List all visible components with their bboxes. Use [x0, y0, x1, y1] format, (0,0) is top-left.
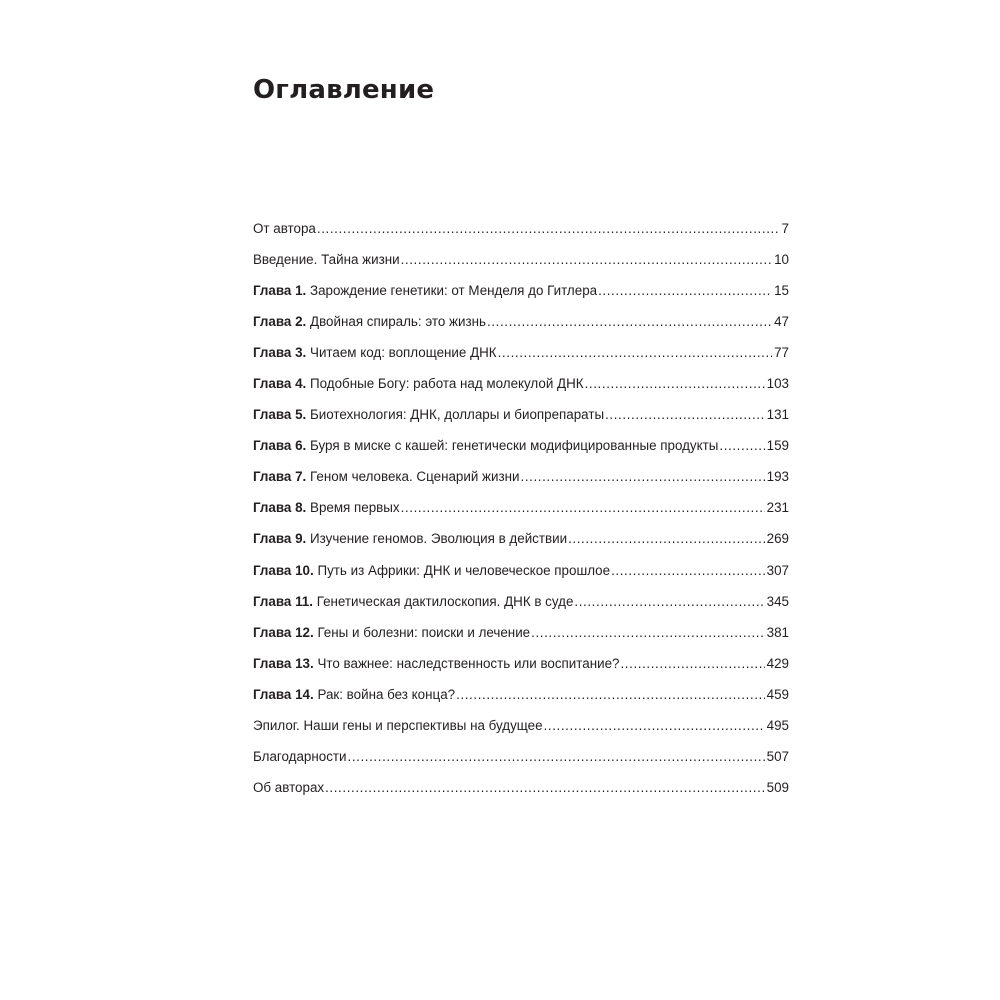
toc-chapter-label: Глава 1. — [253, 283, 307, 299]
toc-entry-title: Гены и болезни: поиски и лечение — [317, 624, 531, 640]
toc-entry-label — [253, 685, 455, 705]
toc-entry-label — [253, 312, 486, 332]
toc-entry-label — [253, 343, 497, 363]
toc-entry-title: Введение. Тайна жизни — [253, 252, 400, 268]
dot-leader — [574, 592, 764, 612]
dot-leader — [456, 685, 765, 705]
toc-page-number: 345 — [766, 593, 789, 609]
toc-entry-title: Зарождение генетики: от Менделя до Гитлера — [310, 283, 598, 299]
dot-leader — [487, 312, 772, 332]
toc-entry-label — [253, 747, 347, 767]
toc-page-number: 103 — [766, 376, 789, 392]
toc-page-number: 159 — [766, 438, 789, 454]
toc-chapter-label: Глава 7. — [253, 469, 307, 485]
toc-chapter-label: Глава 14. — [253, 686, 314, 702]
toc-page-number: 495 — [766, 717, 789, 733]
toc-entry-title: Рак: война без конца? — [317, 686, 456, 702]
toc-entry-label — [253, 498, 400, 518]
toc-page-number: 307 — [766, 562, 789, 578]
toc-page-number: 507 — [766, 748, 789, 764]
page-title: Оглавление — [253, 75, 435, 105]
dot-leader — [521, 467, 765, 487]
dot-leader — [317, 219, 780, 239]
toc-entry[interactable] — [253, 250, 789, 281]
dot-leader — [598, 281, 772, 301]
dot-leader — [531, 623, 765, 643]
toc-entry-title: Читаем код: воплощение ДНК — [310, 345, 497, 361]
toc-entry-label — [253, 250, 400, 270]
toc-entry-title: Подобные Богу: работа над молекулой ДНК — [310, 376, 584, 392]
toc-entry-title: От автора — [253, 221, 316, 236]
toc-chapter-label: Глава 6. — [253, 438, 307, 454]
toc-entry-label — [253, 374, 584, 394]
dot-leader — [401, 498, 765, 518]
toc-page-number: 193 — [766, 469, 789, 485]
toc-chapter-label: Глава 13. — [253, 655, 314, 671]
toc-page-number: 459 — [766, 686, 789, 702]
toc-entry-title: Изучение геномов. Эволюция в действии — [310, 531, 568, 547]
toc-page-number: 231 — [766, 500, 789, 516]
toc-entry-title: Двойная спираль: это жизнь — [310, 314, 486, 330]
toc-entry[interactable] — [253, 343, 789, 374]
toc-entry[interactable] — [253, 374, 789, 405]
toc-entry-label — [253, 219, 316, 239]
toc-chapter-label: Глава 8. — [253, 500, 307, 516]
dot-leader — [498, 343, 772, 363]
toc-entry-label — [253, 716, 543, 736]
toc-entry[interactable] — [253, 716, 789, 747]
toc-entry-label — [253, 281, 597, 301]
toc-page-number: 47 — [774, 314, 789, 330]
toc-entry-label — [253, 561, 610, 581]
toc-entry[interactable] — [253, 436, 789, 467]
toc-chapter-label: Глава 4. — [253, 376, 307, 392]
toc-chapter-label: Глава 11. — [253, 593, 313, 609]
toc-page-number: 429 — [766, 655, 789, 671]
toc-chapter-label: Глава 3. — [253, 345, 307, 361]
dot-leader — [719, 436, 764, 456]
table-of-contents — [253, 219, 789, 809]
toc-entry-title: Путь из Африки: ДНК и человеческое прошлое — [317, 562, 611, 578]
toc-page-number: 10 — [774, 252, 789, 268]
toc-page-number: 269 — [766, 531, 789, 547]
toc-entry[interactable] — [253, 654, 789, 685]
dot-leader — [585, 374, 765, 394]
toc-page-number: 381 — [766, 624, 789, 640]
toc-entry[interactable] — [253, 405, 789, 436]
toc-entry-label — [253, 436, 718, 456]
dot-leader — [605, 405, 765, 425]
toc-entry-title: Время первых — [310, 500, 400, 516]
dot-leader — [401, 250, 773, 270]
toc-entry[interactable] — [253, 592, 789, 623]
toc-page-number: 131 — [766, 407, 789, 423]
toc-entry-title: Буря в миске с кашей: генетически модифицированные продукты — [310, 438, 719, 454]
toc-entry-label — [253, 405, 604, 425]
dot-leader — [568, 529, 765, 549]
toc-entry-label — [253, 592, 573, 612]
dot-leader — [325, 778, 765, 798]
toc-page-number: 509 — [766, 779, 789, 795]
toc-entry[interactable] — [253, 498, 789, 529]
toc-entry[interactable] — [253, 623, 789, 654]
toc-chapter-label: Глава 9. — [253, 531, 307, 547]
toc-entry[interactable] — [253, 561, 789, 592]
toc-entry[interactable] — [253, 778, 789, 809]
toc-chapter-label: Глава 12. — [253, 624, 314, 640]
dot-leader — [620, 654, 764, 674]
toc-chapter-label: Глава 10. — [253, 562, 314, 578]
toc-entry[interactable] — [253, 529, 789, 560]
toc-entry-title: Об авторах — [253, 779, 325, 795]
toc-entry-label — [253, 529, 567, 549]
toc-entry-title: Благодарности — [253, 748, 347, 764]
toc-entry[interactable] — [253, 685, 789, 716]
toc-entry-title: Геном человека. Сценарий жизни — [310, 469, 520, 485]
toc-entry[interactable] — [253, 747, 789, 778]
toc-page-number: 15 — [774, 283, 789, 299]
toc-entry-title: Что важнее: наследственность или воспитание? — [317, 655, 620, 671]
toc-entry-title: Биотехнология: ДНК, доллары и биопрепараты — [310, 407, 605, 423]
toc-entry[interactable] — [253, 219, 789, 250]
toc-entry[interactable] — [253, 281, 789, 312]
toc-page-number: 77 — [774, 345, 789, 361]
dot-leader — [611, 561, 765, 581]
toc-entry-label — [253, 467, 520, 487]
toc-entry-label — [253, 623, 530, 643]
dot-leader — [348, 747, 765, 767]
toc-entry[interactable] — [253, 467, 789, 498]
toc-entry[interactable] — [253, 312, 789, 343]
toc-page-number: 7 — [781, 221, 789, 236]
toc-entry-title: Эпилог. Наши гены и перспективы на будущее — [253, 717, 543, 733]
toc-chapter-label: Глава 5. — [253, 407, 307, 423]
toc-chapter-label: Глава 2. — [253, 314, 307, 330]
toc-entry-title: Генетическая дактилоскопия. ДНК в суде — [316, 593, 574, 609]
toc-entry-label — [253, 654, 619, 674]
toc-entry-label — [253, 778, 324, 798]
dot-leader — [544, 716, 765, 736]
